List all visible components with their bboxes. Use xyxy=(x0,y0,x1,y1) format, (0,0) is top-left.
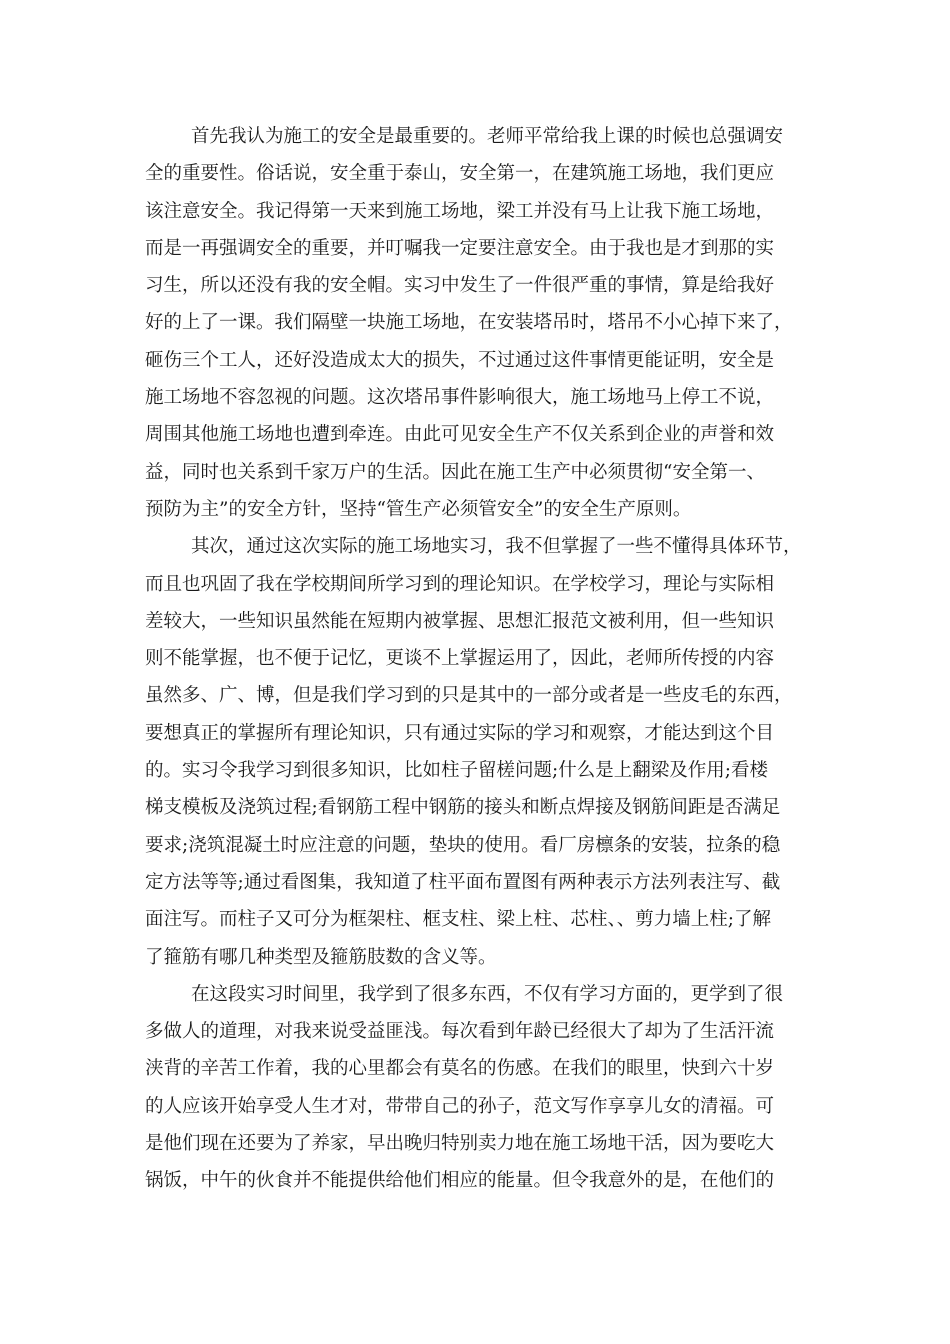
text-line: 面注写。而柱子又可分为框架柱、框支柱、梁上柱、芯柱、、剪力墙上柱;了解 xyxy=(145,909,771,931)
text-line: 施工场地不容忽视的问题。这次塔吊事件影响很大，施工场地马上停工不说， xyxy=(145,387,775,409)
text-line: 而是一再强调安全的重要，并叮嘱我一定要注意安全。由于我也是才到那的实 xyxy=(145,237,775,259)
text-line: 多做人的道理，对我来说受益匪浅。每次看到年龄已经很大了却为了生活汗流 xyxy=(145,1021,775,1043)
text-line: 的人应该开始享受人生才对，带带自己的孙子，范文写作享享儿女的清福。可 xyxy=(145,1095,775,1117)
text-line: 首先我认为施工的安全是最重要的。老师平常给我上课的时候也总强调安 xyxy=(191,126,784,147)
document-body xyxy=(145,118,815,1200)
text-line: 在这段实习时间里，我学到了很多东西，不仅有学习方面的，更学到了很 xyxy=(191,983,784,1005)
text-line: 益，同时也关系到千家万户的生活。因此在施工生产中必须贯彻“安全第一、 xyxy=(145,461,765,483)
text-line: 而且也巩固了我在学校期间所学习到的理论知识。在学校学习，理论与实际相 xyxy=(145,573,775,595)
text-line: 差较大，一些知识虽然能在短期内被掌握、思想汇报范文被利用，但一些知识 xyxy=(145,610,775,632)
paragraph-2 xyxy=(145,528,815,976)
text-line: 了箍筋有哪几种类型及箍筋肢数的含义等。 xyxy=(145,946,497,968)
text-line: 其次，通过这次实际的施工场地实习，我不但掌握了一些不懂得具体环节， xyxy=(191,536,802,558)
text-line: 则不能掌握，也不便于记忆，更谈不上掌握运用了，因此，老师所传授的内容 xyxy=(145,648,775,670)
text-line: 虽然多、广、博，但是我们学习到的只是其中的一部分或者是一些皮毛的东西， xyxy=(145,685,793,707)
text-line: 砸伤三个工人，还好没造成太大的损失，不过通过这件事情更能证明，安全是 xyxy=(145,349,775,371)
text-line: 定方法等等;通过看图集，我知道了柱平面布置图有两种表示方法列表注写、截 xyxy=(145,871,781,893)
paragraph-3 xyxy=(145,976,815,1200)
text-line: 周围其他施工场地也遭到牵连。由此可见安全生产不仅关系到企业的声誉和效 xyxy=(145,424,775,446)
text-line: 的。实习令我学习到很多知识，比如柱子留槎问题;什么是上翻梁及作用;看楼 xyxy=(145,760,768,782)
text-line: 习生，所以还没有我的安全帽。实习中发生了一件很严重的事情，算是给我好 xyxy=(145,275,775,297)
text-line: 该注意安全。我记得第一天来到施工场地，梁工并没有马上让我下施工场地， xyxy=(145,200,775,222)
text-line: 是他们现在还要为了养家，早出晚归特别卖力地在施工场地干活，因为要吃大 xyxy=(145,1133,775,1155)
text-line: 好的上了一课。我们隔壁一块施工场地，在安装塔吊时，塔吊不小心掉下来了， xyxy=(145,312,793,334)
paragraph-1 xyxy=(145,118,815,528)
text-line: 全的重要性。俗话说，安全重于泰山，安全第一，在建筑施工场地，我们更应 xyxy=(145,163,775,185)
text-line: 预防为主”的安全方针，坚持“管生产必须管安全”的安全生产原则。 xyxy=(145,498,692,520)
text-line: 锅饭，中午的伙食并不能提供给他们相应的能量。但令我意外的是，在他们的 xyxy=(145,1170,775,1192)
text-line: 浃背的辛苦工作着，我的心里都会有莫名的伤感。在我们的眼里，快到六十岁 xyxy=(145,1058,775,1080)
text-line: 要求;浇筑混凝土时应注意的问题，垫块的使用。看厂房檩条的安装，拉条的稳 xyxy=(145,834,781,856)
text-line: 要想真正的掌握所有理论知识，只有通过实际的学习和观察，才能达到这个目 xyxy=(145,722,775,744)
text-line: 梯支模板及浇筑过程;看钢筋工程中钢筋的接头和断点焊接及钢筋间距是否满足 xyxy=(145,797,781,819)
